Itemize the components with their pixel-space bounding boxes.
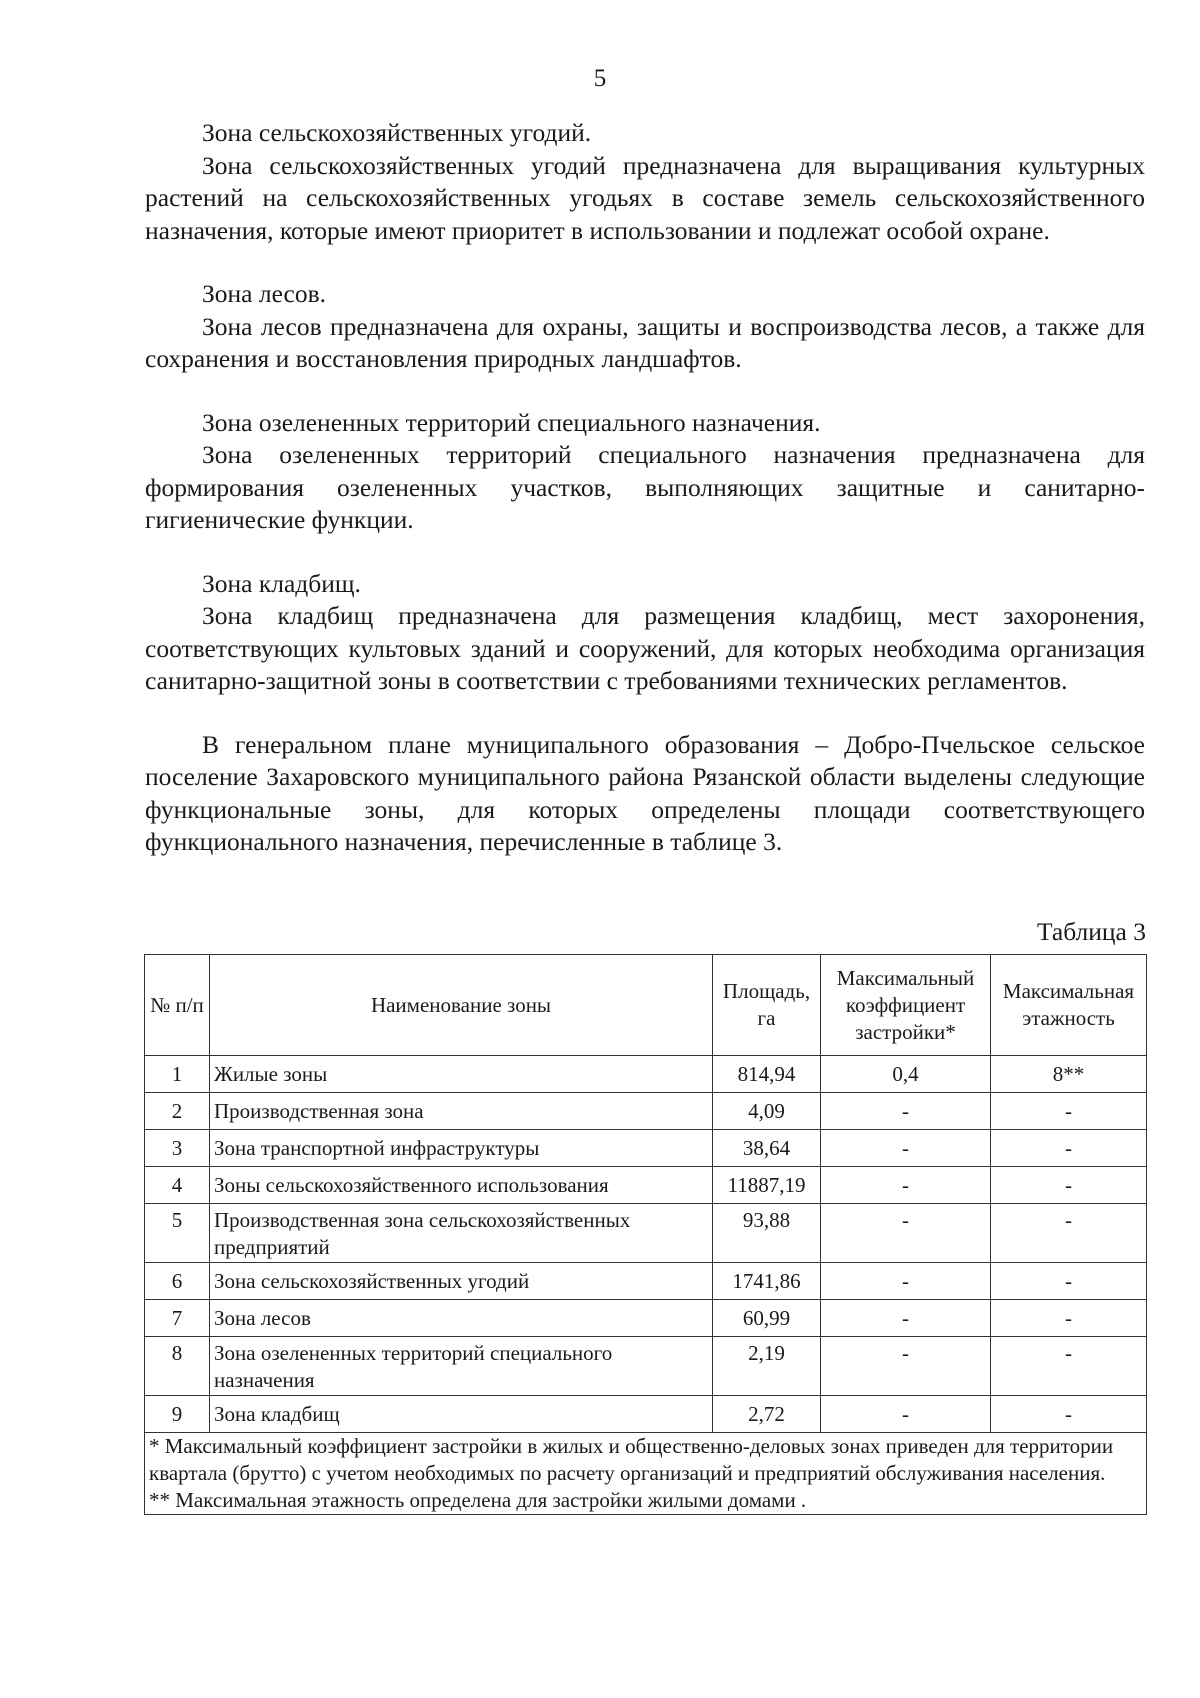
section-heading: Зона озелененных территорий специального назначения. [202,407,821,437]
cell-name: Зона сельскохозяйственных угодий [210,1263,713,1300]
cell-num: 4 [145,1167,210,1204]
cell-num: 5 [145,1204,210,1263]
table-header-row [145,955,1147,1056]
cell-coef: - [821,1130,991,1167]
table-row [145,1130,1147,1167]
cell-floors: - [991,1093,1147,1130]
table-caption: Таблица 3 [1036,917,1146,946]
table-row [145,1056,1147,1093]
cell-area: 93,88 [713,1204,821,1263]
section-heading: Зона сельскохозяйственных угодий. [202,118,592,147]
cell-area: 1741,86 [713,1263,821,1300]
cell-name: Зона кладбищ [210,1396,713,1433]
cell-name: Зона лесов [210,1300,713,1337]
footnote-coefficient: * Максимальный коэффициент застройки в жилых и общественно-деловых зонах приведен для территории квартала (брутто) с учетом необходимых по расчету организаций и предприятий обслуживания населения. [149,1434,1114,1485]
section-heading: Зона лесов. [202,279,327,308]
table-row [145,1300,1147,1337]
cell-area: 814,94 [713,1056,821,1093]
cell-area: 2,72 [713,1396,821,1433]
cell-floors: - [991,1300,1147,1337]
footnote-floors: ** Максимальная этажность определена для застройки жилыми домами . [149,1488,807,1512]
header-coef: Максимальный коэффициент застройки* [821,955,991,1056]
cell-coef: - [821,1167,991,1204]
cell-name: Зона транспортной инфраструктуры [210,1130,713,1167]
table-row [145,1263,1147,1300]
cell-name: Жилые зоны [210,1056,713,1093]
cell-num: 3 [145,1130,210,1167]
section-paragraph: Зона сельскохозяйственных угодий предназначена для выращивания культурных растений на сельскохозяйственных угодьях в составе земель сельскохозяйственного назначения, которые имеют приоритет в использовании и подлежат особой охране. [145,150,1145,245]
header-floors: Максимальная этажность [991,955,1147,1056]
cell-name: Производственная зона [210,1093,713,1130]
cell-area: 4,09 [713,1093,821,1130]
cell-coef: - [821,1337,991,1396]
cell-coef: - [821,1396,991,1433]
cell-coef: - [821,1300,991,1337]
header-area: Площадь, га [713,955,821,1056]
cell-area: 38,64 [713,1130,821,1167]
intro-paragraph: В генеральном плане муниципального образования – Добро-Пчельское сельское поселение Захаровского муниципального района Рязанской области выделены следующие функциональные зоны, для которых определены площади соответствующего функционального назначения, перечисленные в таблице 3. [145,729,1145,856]
cell-floors: - [991,1396,1147,1433]
cell-floors: - [991,1167,1147,1204]
cell-floors: - [991,1263,1147,1300]
table-row [145,1167,1147,1204]
cell-floors: - [991,1337,1147,1396]
document-body [145,117,1145,859]
cell-area: 60,99 [713,1300,821,1337]
table-row [145,1337,1147,1396]
zones-table [144,954,1147,1515]
table-row [145,1204,1147,1263]
cell-area: 2,19 [713,1337,821,1396]
cell-coef: - [821,1204,991,1263]
cell-num: 9 [145,1396,210,1433]
table-footnotes [145,1433,1147,1515]
table-row [145,1396,1147,1433]
cell-coef: - [821,1093,991,1130]
cell-coef: - [821,1263,991,1300]
cell-name: Зоны сельскохозяйственного использования [210,1167,713,1204]
cell-num: 2 [145,1093,210,1130]
cell-num: 6 [145,1263,210,1300]
cell-num: 8 [145,1337,210,1396]
cell-num: 7 [145,1300,210,1337]
cell-area: 11887,19 [713,1167,821,1204]
cell-floors: - [991,1204,1147,1263]
cell-name: Производственная зона сельскохозяйственных предприятий [210,1204,713,1263]
section-paragraph: Зона лесов предназначена для охраны, защиты и воспроизводства лесов, а также для сохранения и восстановления природных ландшафтов. [145,311,1145,373]
table-row [145,1093,1147,1130]
table-footnotes-row [145,1433,1147,1515]
cell-name: Зона озелененных территорий специального назначения [210,1337,713,1396]
section-paragraph: Зона озелененных территорий специального назначения предназначена для формирования озелененных участков, выполняющих защитные и санитарно-гигиенические функции. [145,440,1145,534]
cell-coef: 0,4 [821,1056,991,1093]
cell-num: 1 [145,1056,210,1093]
section-paragraph: Зона кладбищ предназначена для размещения кладбищ, мест захоронения, соответствующих культовых зданий и сооружений, для которых необходима организация санитарно-защитной зоны в соответствии с требованиями технических регламентов. [145,601,1145,695]
cell-floors: - [991,1130,1147,1167]
header-name: Наименование зоны [210,955,713,1056]
page-number: 5 [593,65,607,92]
section-heading: Зона кладбищ. [202,568,361,598]
cell-floors: 8** [991,1056,1147,1093]
header-num: № п/п [145,955,210,1056]
